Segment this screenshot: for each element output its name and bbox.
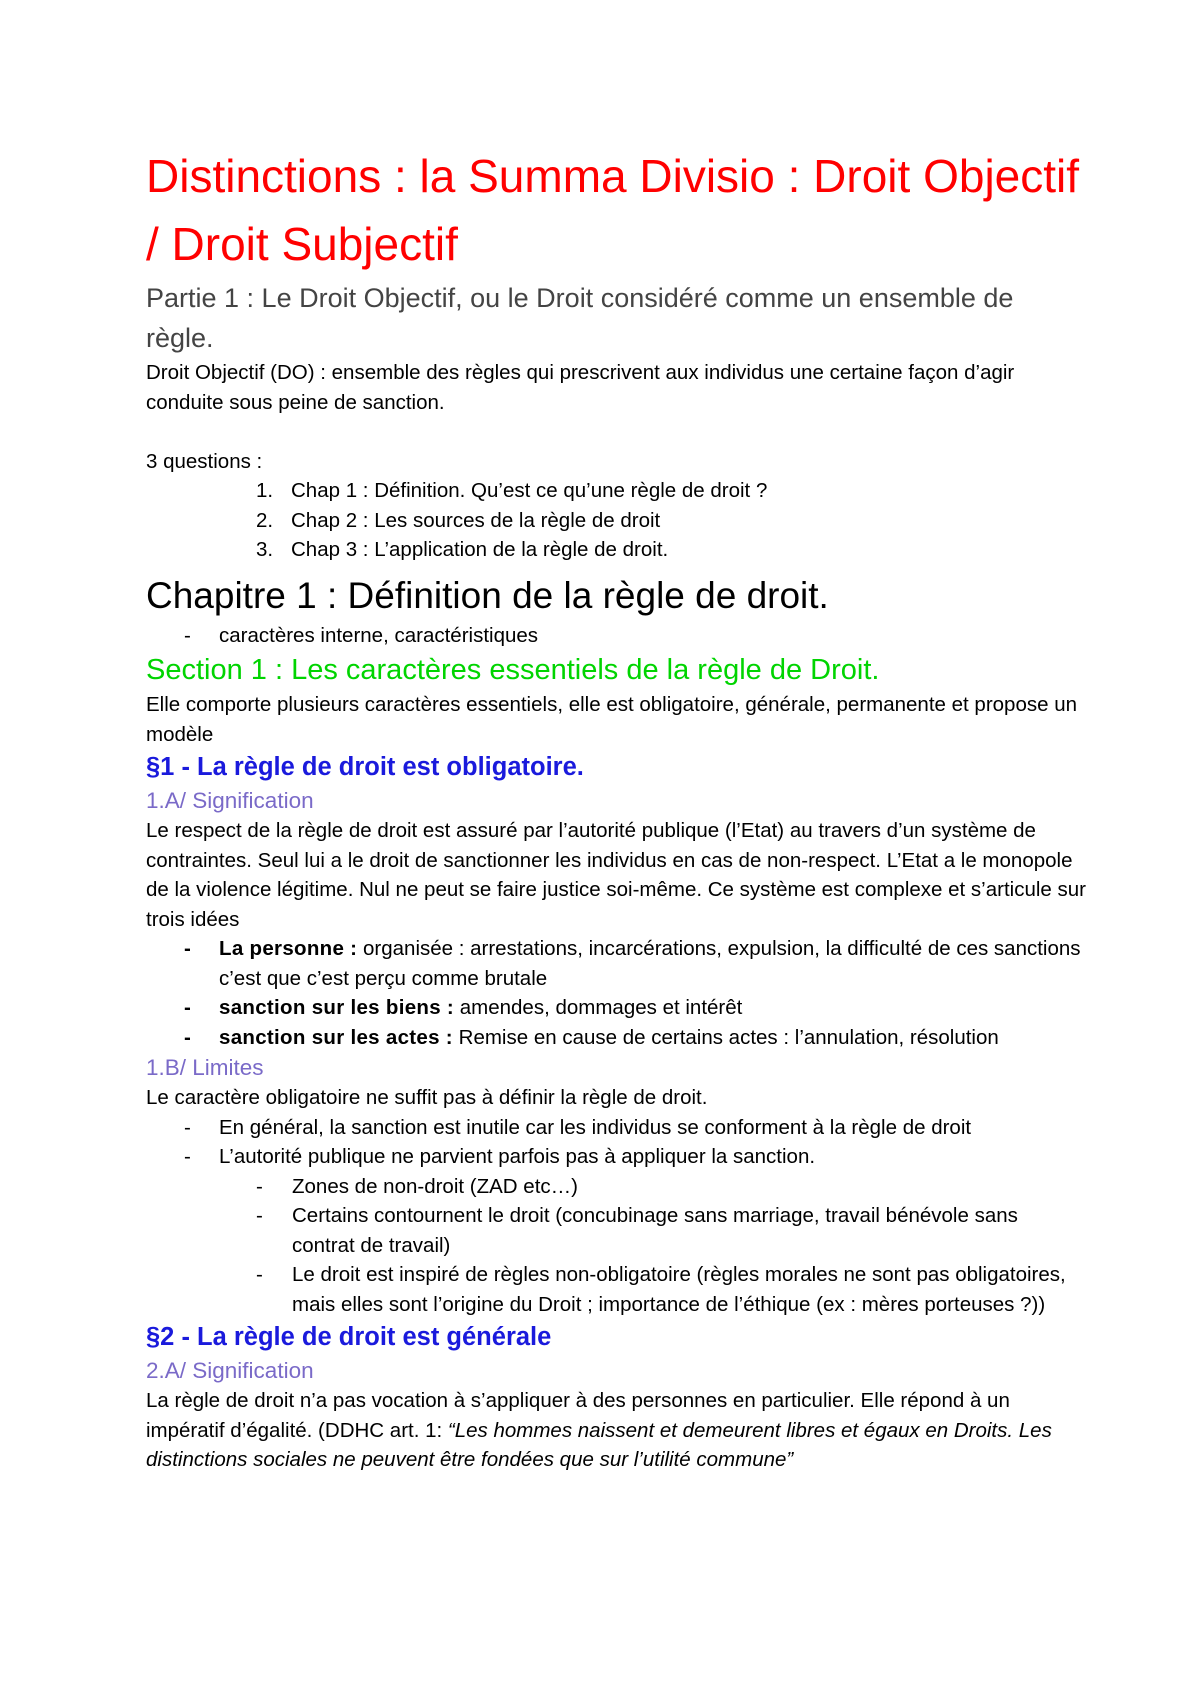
partie-heading: Partie 1 : Le Droit Objectif, ou le Droit considéré comme un ensemble de règle. bbox=[146, 283, 1014, 353]
paragraph-heading-2: §2 - La règle de droit est générale bbox=[146, 1323, 552, 1351]
questions-label: 3 questions : bbox=[146, 449, 263, 473]
intro-paragraph: Droit Objectif (DO) : ensemble des règles qui prescrivent aux individus une certaine façon d’agir conduite sous peine de sanction. bbox=[146, 361, 1015, 414]
section-heading: Section 1 : Les caractères essentiels de la règle de Droit. bbox=[146, 654, 880, 686]
list-item: - Certains contournent le droit (concubinage sans marriage, travail bénévole sans contrat de travail) bbox=[146, 1201, 1086, 1260]
list-item: - caractères interne, caractéristiques bbox=[146, 621, 1086, 651]
questions-list bbox=[146, 476, 1086, 565]
list-item: - L’autorité publique ne parvient parfois pas à appliquer la sanction. bbox=[146, 1142, 1086, 1172]
subheading-2a: 2.A/ Signification bbox=[146, 1358, 314, 1383]
dash-bullet: - bbox=[184, 623, 191, 647]
subheading-1b: 1.B/ Limites bbox=[146, 1055, 264, 1080]
sanction-list bbox=[146, 934, 1086, 1052]
limits-sublist bbox=[146, 1172, 1086, 1320]
dash-bullet: - bbox=[256, 1174, 263, 1198]
list-number: 3. bbox=[256, 538, 274, 561]
section-paragraph: Elle comporte plusieurs caractères essentiels, elle est obligatoire, générale, permanente et propose un modèle bbox=[146, 693, 1077, 746]
limits-list bbox=[146, 1113, 1086, 1172]
dash-bullet: - bbox=[184, 1145, 191, 1168]
list-item: - sanction sur les biens : amendes, dommages et intérêt bbox=[146, 993, 1086, 1023]
dash-bullet: - bbox=[256, 1204, 263, 1227]
subheading-1a: 1.A/ Signification bbox=[146, 788, 314, 813]
list-item: - La personne : organisée : arrestations, incarcérations, expulsion, la difficulté de ces sanctions c’est que c’est perçu comme brutale bbox=[146, 934, 1086, 993]
list-item: 1. Chap 1 : Définition. Qu’est ce qu’une règle de droit ? bbox=[146, 476, 1086, 506]
chapter-bullets bbox=[146, 621, 1086, 651]
dash-bullet: - bbox=[184, 1115, 191, 1139]
list-number: 2. bbox=[256, 508, 274, 532]
paragraph-1a: Le respect de la règle de droit est assuré par l’autorité publique (l’Etat) au travers d’un système de contraintes. Seul lui a le droit de sanctionner les individus en cas de non-respect. L’Etat a le monopole de la violence légitime. Nul ne peut se faire justice soi-même. Ce système est complexe et s’articule sur trois idées bbox=[146, 819, 1086, 931]
list-item: - Zones de non-droit (ZAD etc…) bbox=[146, 1172, 1086, 1202]
chapter-heading: Chapitre 1 : Définition de la règle de droit. bbox=[146, 574, 829, 616]
dash-bullet: - bbox=[184, 1025, 191, 1049]
dash-bullet: - bbox=[184, 996, 191, 1019]
list-item: 3. Chap 3 : L’application de la règle de droit. bbox=[146, 535, 1086, 565]
list-item: 2. Chap 2 : Les sources de la règle de droit bbox=[146, 506, 1086, 536]
document-title: Distinctions : la Summa Divisio : Droit Objectif / Droit Subjectif bbox=[146, 150, 1080, 270]
ddhc-quote: “Les hommes naissent et demeurent libres et égaux en Droits. Les distinctions sociales ne peuvent être fondées que sur l’utilité commune” bbox=[146, 1418, 1052, 1471]
list-item: - sanction sur les actes : Remise en cause de certains actes : l’annulation, résolution bbox=[146, 1023, 1086, 1053]
list-number: 1. bbox=[256, 479, 274, 502]
paragraph-1b: Le caractère obligatoire ne suffit pas à définir la règle de droit. bbox=[146, 1086, 708, 1109]
paragraph-2a: La règle de droit n’a pas vocation à s’appliquer à des personnes en particulier. Elle répond à un impératif d’égalité. (DDHC art. 1: “Les hommes naissent et demeurent libres et égaux en Droits. Les distinctions sociales ne peuvent être fondées que sur l’utilité commune” bbox=[146, 1389, 1052, 1471]
dash-bullet: - bbox=[256, 1263, 263, 1286]
document-page bbox=[146, 142, 1086, 1475]
dash-bullet: - bbox=[184, 937, 191, 960]
blank-line bbox=[146, 417, 1086, 447]
paragraph-heading-1: §1 - La règle de droit est obligatoire. bbox=[146, 753, 584, 781]
list-item: - Le droit est inspiré de règles non-obligatoire (règles morales ne sont pas obligatoires, mais elles sont l’origine du Droit ; importance de l’éthique (ex : mères porteuses ?)) bbox=[146, 1260, 1086, 1319]
list-item: - En général, la sanction est inutile car les individus se conforment à la règle de droit bbox=[146, 1113, 1086, 1143]
